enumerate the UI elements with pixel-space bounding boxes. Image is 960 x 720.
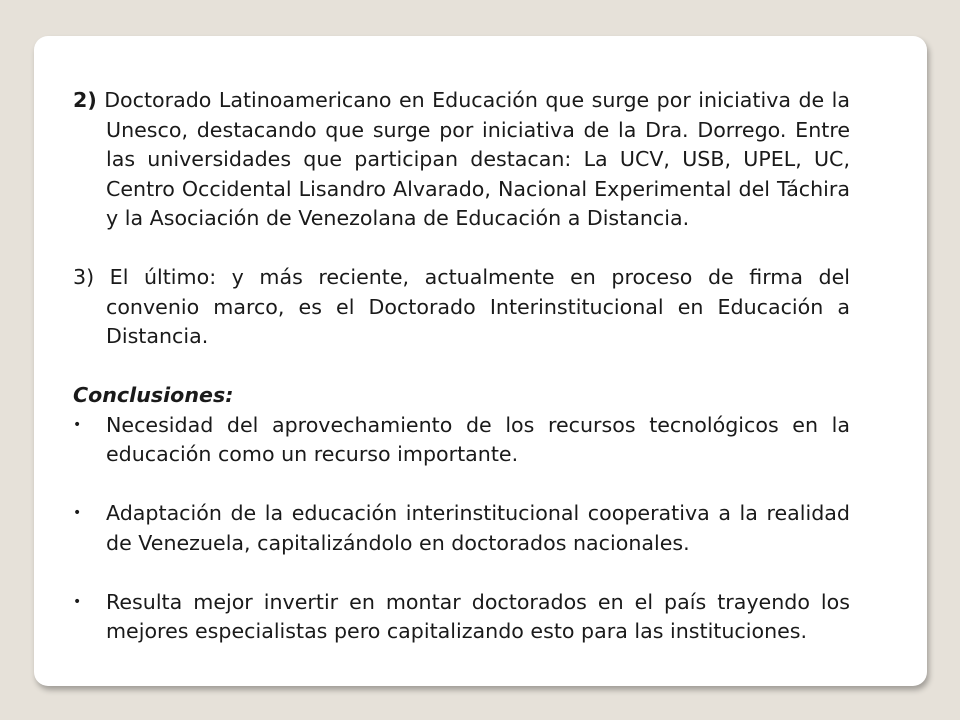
conclusion-item (73, 499, 850, 558)
paragraph-3: 3) El último: y más reciente, actualmente en proceso de firma del convenio marco, es el Doctorado Interinstitucional en Educación a Distancia. (73, 265, 850, 348)
bullet-icon: • (73, 416, 82, 433)
paragraph-2-number: 2) (73, 88, 97, 112)
slide-content (73, 86, 850, 647)
conclusion-item (73, 588, 850, 647)
conclusions-heading: Conclusiones: (73, 383, 234, 407)
conclusion-item-text: Necesidad del aprovechamiento de los recursos tecnológicos en la educación como un recurso importante. (106, 412, 850, 466)
conclusion-item-text: Adaptación de la educación interinstitucional cooperativa a la realidad de Venezuela, capitalizándolo en doctorados nacionales. (106, 501, 850, 555)
bullet-icon: • (73, 505, 82, 521)
conclusion-item-text: Resulta mejor invertir en montar doctorados en el país trayendo los mejores especialistas pero capitalizando esto para las instituciones. (106, 589, 850, 643)
bullet-icon: • (73, 593, 82, 610)
paragraph-2 (73, 86, 850, 234)
conclusion-item (73, 411, 850, 470)
paragraph-2-text: Doctorado Latinoamericano en Educación que surge por iniciativa de la Unesco, destacando que surge por iniciativa de la Dra. Dorrego. Entre las universidades que participan destacan: La UCV, USB, UPEL, UC, Centro Occidental Lisandro Alvarado, Nacional Experimental del Táchira y la Asociación de Venezolana de Educación a Distancia. (96, 88, 850, 230)
